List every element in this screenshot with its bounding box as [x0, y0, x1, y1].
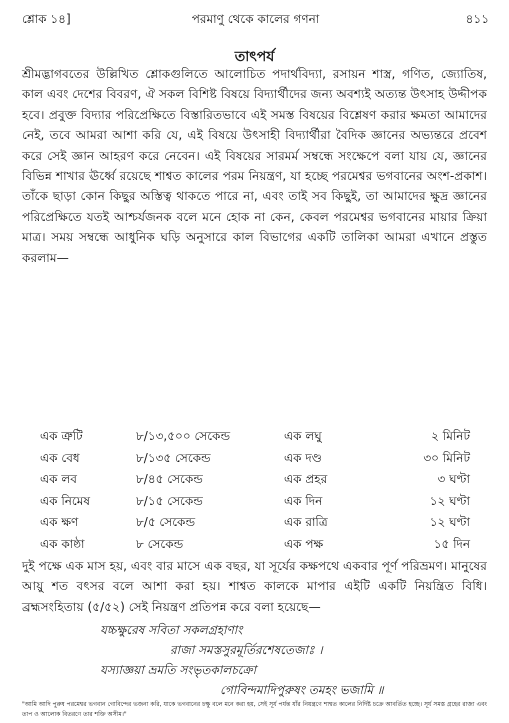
- table-cell: এক পক্ষ: [284, 536, 324, 551]
- table-cell: এক বেধ: [40, 450, 80, 465]
- table-cell: ৮/৫ সেকেন্ড: [136, 515, 196, 529]
- table-cell: এক কাষ্ঠা: [40, 536, 85, 551]
- table-cell: এক দিন: [284, 493, 323, 508]
- section-heading: তাৎপর্য: [234, 49, 275, 65]
- page-header: [22, 8, 489, 30]
- table-row: [40, 448, 470, 470]
- table-cell: ১২ ঘণ্টা: [429, 493, 470, 508]
- table-cell: এক দণ্ড: [284, 450, 322, 465]
- page-number: ৪১১: [465, 12, 489, 26]
- chapter-title: পরমাণু থেকে কালের গণনা: [191, 12, 320, 26]
- purport-paragraph-2: দুই পক্ষে এক মাস হয়, এবং বার মাসে এক বছর, যা সূর্যের কক্ষপথে একবার পূর্ণ পরিভ্রমণ। মানুষের আয়ু শত বৎসর বলে আশা করা হয়। শাশ্বত কালকে মাপার এইটি একটি নিয়ন্ত্রিত বিধি। ব্রহ্মসংহিতায় (৫/৫২) সেই নিয়ন্ত্রণ প্রতিপন্ন করে বলা হয়েছে—: [22, 559, 487, 614]
- table-cell: এক প্রহর: [284, 472, 328, 486]
- table-cell: এক নিমেষ: [40, 493, 91, 508]
- table-cell: ১২ ঘণ্টা: [429, 515, 470, 529]
- table-cell: ৩ ঘণ্টা: [437, 472, 470, 486]
- table-cell: ৮/১৩,৫০০ সেকেন্ড: [136, 429, 231, 443]
- sanskrit-verse-line: রাজা সমস্তসুরমূর্তিরশেষতেজাঃ ।: [170, 643, 323, 657]
- table-cell: এক রাত্রি: [284, 515, 328, 529]
- table-row: [40, 469, 470, 491]
- verse-translation: "আমি আদি পুরুষ পরমেশ্বর ভগবান গোবিন্দের ভজনা করি, যাকে ভগবানের চক্ষু বলে মনে করা হয়, সেই সূর্য পর্যন্ত যাঁর নিয়ন্ত্রণে শাশ্বত কালের নির্দিষ্ট চক্রে আবর্তিত হচ্ছে। সূর্য সমস্ত গ্রহের রাজা এবং তাপ ও আলোক বিতরণে তার শক্তি অসীম।": [22, 701, 487, 719]
- table-cell: এক ক্ষণ: [40, 515, 79, 529]
- table-cell: ২ মিনিট: [431, 429, 470, 443]
- table-cell: ৩০ মিনিট: [423, 450, 470, 465]
- table-row: [40, 491, 470, 513]
- table-cell: ১৫ দিন: [433, 536, 470, 551]
- table-row: [40, 512, 470, 534]
- table-cell: ৮/৪৫ সেকেন্ড: [136, 472, 203, 486]
- verse-reference: শ্লোক ১৪]: [22, 12, 71, 26]
- table-cell: এক ত্রুটি: [40, 429, 83, 443]
- table-cell: এক লব: [40, 472, 77, 486]
- table-cell: এক লঘু: [284, 429, 322, 443]
- purport-paragraph-1: শ্রীমদ্ভাগবতের উল্লিখিত শ্লোকগুলিতে আলোচিত পদার্থবিদ্যা, রসায়ন শাস্ত্র, গণিত, জ্যোতিষ, কাল এবং দেশের বিবরণ, ঐ সকল বিশিষ্ট বিষয়ে বিদ্যার্থীদের জন্য অবশ্যই অত্যন্ত উৎসাহ উদ্দীপক হবে। প্রবুক্ত বিদ্যার পরিপ্রেক্ষিতে বিস্তারিতভাবে এই সমস্ত বিষয়ের বিশ্লেষণ করার ক্ষমতা আমাদের নেই, তবে আমরা আশা করি যে, এই বিষয়ে উৎসাহী বিদ্যার্থীরা বৈদিক জ্ঞানের অভ্যন্তরে প্রবেশ করে সেই জ্ঞান আহরণ করে নেবেন। এই বিষয়ের সারমর্ম সম্বন্ধে সংক্ষেপে বলা যায় যে, জ্ঞানের বিভিন্ন শাখার ঊর্ধ্বে রয়েছে শাশ্বত কালের পরম নিয়ন্ত্রণ, যা হচ্ছে পরমেশ্বর ভগবানের অংশ-প্রকাশ। তাঁকে ছাড়া কোন কিছুর অস্তিত্ব থাকতে পারে না, এবং তাই সব কিছুই, তা আমাদের ক্ষুদ্র জ্ঞানের পরিপ্রেক্ষিতে যতই আশ্চর্যজনক বলে মনে হোক না কেন, কেবল পরমেশ্বর ভগবানের মায়ার ক্রিয়া মাত্র। সময় সম্বন্ধে আধুনিক ঘড়ি অনুসারে কাল বিভাগের একটি তালিকা আমরা এখানে প্রস্তুত করলাম—: [22, 67, 487, 265]
- table-row: [40, 426, 470, 448]
- sanskrit-verse-line: যচ্চক্ষুরেষ সবিতা সকলগ্রহাণাং: [100, 623, 243, 637]
- time-division-table: [40, 426, 470, 555]
- table-cell: ৮/১৫ সেকেন্ড: [136, 493, 203, 508]
- sanskrit-verse-line: গোবিন্দমাদিপুরুষং তমহং ভজামি ॥: [220, 683, 384, 697]
- sanskrit-verse-line: যস্যাজ্ঞয়া ভ্রমতি সংভৃতকালচক্রো: [100, 663, 257, 677]
- table-cell: ৮ সেকেন্ড: [136, 536, 184, 551]
- table-row: [40, 534, 470, 556]
- table-cell: ৮/১৩৫ সেকেন্ড: [136, 450, 211, 465]
